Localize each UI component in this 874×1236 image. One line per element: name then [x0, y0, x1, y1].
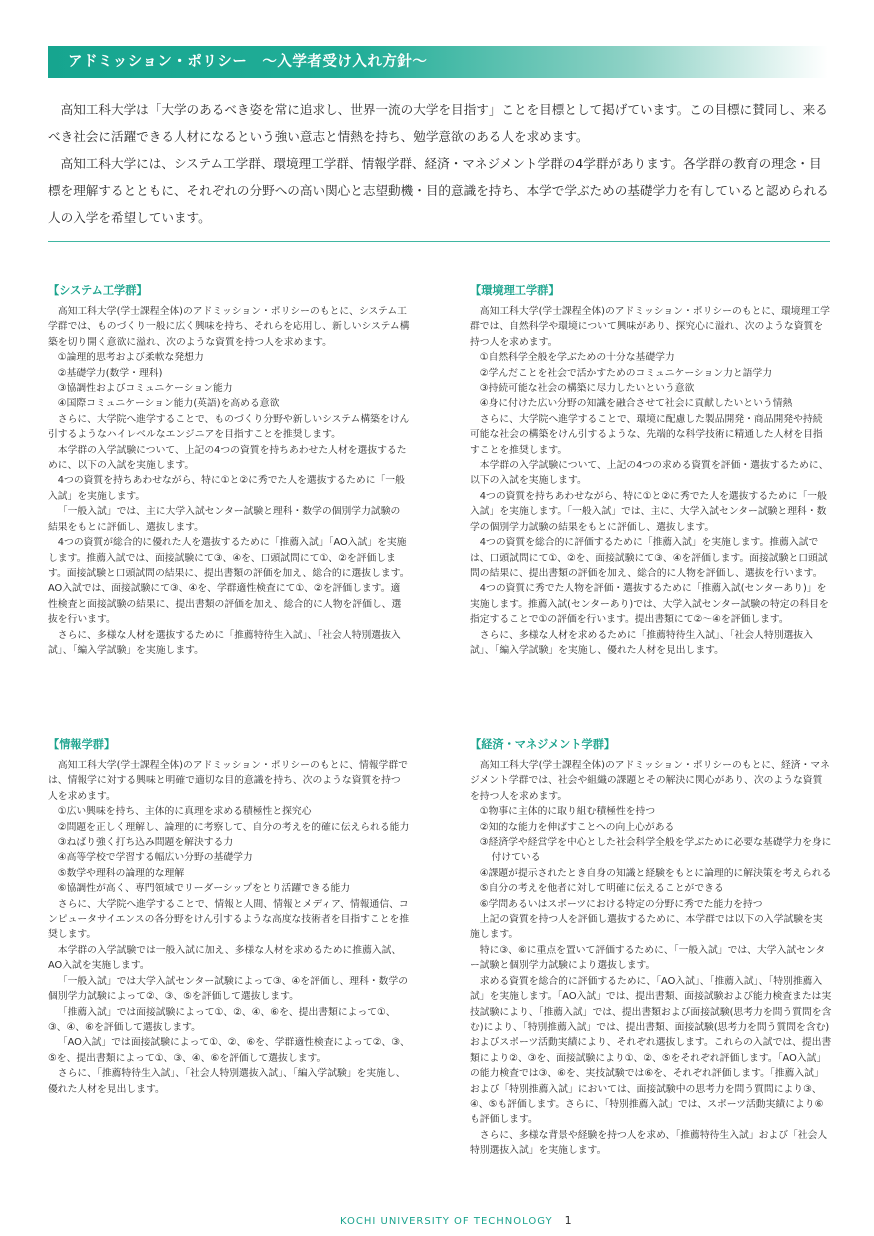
footer	[340, 1214, 573, 1227]
section-title: 【環境理工学群】	[470, 284, 560, 297]
list-item: ③経済学や経営学を中心とした社会科学全般を学ぶために必要な基礎学力を身に付けている	[479, 837, 832, 864]
list-item: ⑥協調性が高く、専門領域でリーダーシップをとり活躍できる能力	[57, 883, 351, 895]
page-number: 1	[564, 1214, 573, 1227]
list-item: ⑥学問あるいはスポーツにおける特定の分野に秀でた能力を持つ	[479, 898, 763, 910]
list-item: ③持続可能な社会の構築に尽力したいという意欲	[479, 383, 695, 395]
list-item: ⑤自分の考えを他者に対して明確に伝えることができる	[479, 883, 724, 895]
list-item: ④国際コミュニケーション能力(英語)を高める意欲	[57, 398, 280, 410]
section-paragraph: 「一般入試」では、主に大学入試センター試験と理科・数学の個別学力試験の結果をもとに評価し、選抜します。	[48, 506, 401, 533]
section-paragraph: 求める資質を総合的に評価するために、「AO入試」、「推薦入試」、「特別推薦入試」を実施します。「AO入試」では、提出書類、面接試験および能力検査または実技試験により、「推薦入試」では、提出書類および面接試験(思考力を問う質問を含む)により、「特別推薦入試」では、提出書類、面接試験(思考力を問う質問を含む)およびスポーツ活動実績により、それぞれ選抜します。これらの入試では、提出書類により②、③を、面接試験により①、②、⑤をそれぞれ評価します。「AO入試」の能力検査では③、⑥を、実技試験では⑥を、それぞれ評価します。「推薦入試」および「特別推薦入試」においては、面接試験中の思考力を問う質問により③、④、⑤も評価します。さらに、「特別推薦入試」では、スポーツ活動実績により⑥も評価します。	[470, 975, 832, 1126]
section-paragraph: 4つの資質が総合的に優れた人を選抜するために「推薦入試」「AO入試」を実施します。推薦入試では、面接試験にて③、④を、口頭試問にて①、②を評価します。面接試験と口頭試問の結果に、提出書類の評価を加え、総合的に選抜します。AO入試では、面接試験にて③、④を、学群適性検査にて①、②を評価します。適性検査と面接試験の結果に、提出書類の評価を加え、総合的に人物を評価し、選抜を行います。	[48, 537, 410, 626]
section-title: 【経済・マネジメント学群】	[470, 738, 616, 751]
university-name: KOCHI UNIVERSITY OF TECHNOLOGY	[340, 1216, 553, 1227]
title-banner	[48, 46, 828, 78]
list-item: ②基礎学力(数学・理科)	[57, 367, 163, 379]
list-item: ②知的な能力を伸ばすことへの向上心がある	[479, 821, 675, 833]
page-title: アドミッション・ポリシー ～入学者受け入れ方針～	[68, 54, 428, 70]
section-paragraph: 本学群の入学試験について、上記の4つの求める資質を評価・選抜するために、以下の入試を実施します。	[470, 460, 829, 487]
section-title: 【システム工学群】	[48, 284, 148, 297]
section-paragraph: 上記の資質を持つ人を評価し選抜するために、本学群では以下の入学試験を実施します。	[470, 914, 823, 941]
list-item: ①論理的思考および柔軟な発想力	[57, 352, 204, 364]
section-paragraph: 「一般入試」では大学入試センター試験によって③、④を評価し、理科・数学の個別学力試験によって②、③、⑤を評価して選抜します。	[48, 975, 409, 1003]
list-item: ⑤数学や理科の論理的な理解	[57, 867, 185, 879]
list-item: ④身に付けた広い分野の知識を融合させて社会に貢献したいという情熱	[479, 398, 793, 410]
section-paragraph: さらに、多様な人材を選抜するために「推薦特待生入試」、「社会人特別選抜入試」、「編入学試験」を実施します。	[48, 629, 401, 656]
section-paragraph: 本学群の入学試験では一般入試に加え、多様な人材を求めるために推薦入試、AO入試を実施します。	[48, 944, 402, 972]
list-item: ③ねばり強く打ち込み問題を解決する力	[57, 837, 234, 849]
section-title: 【情報学群】	[48, 738, 116, 751]
list-item: ②学んだことを社会で活かすためのコミュニケーション力と語学力	[479, 367, 773, 379]
section-paragraph: さらに、大学院へ進学することで、環境に配慮した製品開発・商品開発や持続可能な社会の構築をけん引するような、先端的な科学技術に精通した人材を目指すことを推奨します。	[470, 413, 823, 456]
list-item: ②問題を正しく理解し、論理的に考察して、自分の考えを的確に伝えられる能力	[57, 821, 410, 833]
section-paragraph: 4つの資質を持ちあわせながら、特に①と②に秀でた人を選抜するために「一般入試」を実施します。「一般入試」では、主に、大学入試センター試験と理科・数学の個別学力試験の結果をもとに評価し、選抜します。	[470, 490, 827, 533]
section-paragraph: さらに、多様な背景や経験を持つ人を求め、「推薦特待生入試」および「社会人特別選抜入試」を実施します。	[470, 1129, 828, 1157]
section-paragraph: 高知工科大学(学士課程全体)のアドミッション・ポリシーのもとに、情報学群では、情報学に対する興味と明確で適切な目的意識を持ち、次のような資質を持つ人を求めます。	[48, 760, 408, 802]
section-paragraph: さらに、大学院へ進学することで、情報と人間、情報とメディア、情報通信、コンピュータサイエンスの各分野をけん引するような高度な技術者を目指すことを推奨します。	[48, 898, 410, 941]
section-environmental-science	[470, 283, 832, 658]
section-paragraph: さらに、多様な人材を求めるために「推薦特待生入試」、「社会人特別選抜入試」、「編入学試験」を実施し、優れた人材を見出します。	[470, 629, 813, 656]
intro-paragraph: 高知工科大学には、システム工学群、環境理工学群、情報学群、経済・マネジメント学群の4学群があります。各学群の教育の理念・目標を理解するとともに、それぞれの分野への高い関心と志望動機・目的意識を持ち、本学で学ぶための基礎学力を有していると認められる人の入学を希望しています。	[48, 156, 829, 225]
section-paragraph: 4つの資質を持ちあわせながら、特に①と②に秀でた人を選抜するために「一般入試」を実施します。	[48, 475, 405, 502]
section-paragraph: 特に③、⑥に重点を置いて評価するために、「一般入試」では、大学入試センター試験と個別学力試験により選抜します。	[470, 944, 826, 972]
section-paragraph: 4つの資質を総合的に評価するために「推薦入試」を実施します。推薦入試では、口頭試問にて①、②を、面接試験にて③、④を評価します。面接試験と口頭試問の結果に、提出書類の評価を加え、総合的に人物を評価し、選抜を行います。	[470, 537, 828, 579]
section-paragraph: 4つの資質に秀でた人物を評価・選抜するために「推薦入試(センターあり)」を実施します。推薦入試(センターあり)では、大学入試センター試験の特定の科目を指定することで①の評価を行います。提出書類にて②～④を評価します。	[470, 583, 829, 626]
list-item: ④高等学校で学習する幅広い分野の基礎学力	[57, 852, 253, 864]
section-paragraph: 本学群の入学試験について、上記の4つの資質を持ちあわせた人材を選抜するために、以下の入試を実施します。	[48, 444, 407, 472]
section-paragraph: 高知工科大学(学士課程全体)のアドミッション・ポリシーのもとに、経済・マネジメント学群では、社会や組織の課題とその解決に関心があり、次のような資質を持つ人を求めます。	[470, 760, 830, 802]
section-information	[48, 737, 410, 1097]
section-paragraph: さらに、大学院へ進学することで、ものづくり分野や新しいシステム構築をけん引するようなハイレベルなエンジニアを目指すことを推奨します。	[48, 413, 410, 441]
intro	[48, 96, 830, 231]
intro-paragraph: 高知工科大学は「大学のあるべき姿を常に追求し、世界一流の大学を目指す」ことを目標として掲げています。この目標に賛同し、来るべき社会に活躍できる人材になるという強い意志と情熱を持ち、勉学意欲のある人を求めます。	[48, 102, 828, 144]
divider	[48, 241, 830, 242]
list-item: ③協調性およびコミュニケーション能力	[57, 383, 233, 395]
section-paragraph: 「推薦入試」では面接試験によって①、②、④、⑥を、提出書類によって①、③、④、⑥を評価して選抜します。	[48, 1006, 396, 1033]
section-economics-management	[470, 737, 832, 1159]
list-item: ①物事に主体的に取り組む積極性を持つ	[479, 806, 656, 818]
section-paragraph: さらに、「推薦特待生入試」、「社会人特別選抜入試」、「編入学試験」を実施し、優れた人材を見出します。	[48, 1068, 406, 1095]
section-paragraph: 「AO入試」では面接試験によって①、②、⑥を、学群適性検査によって②、③、⑤を、提出書類によって①、③、④、⑥を評価して選抜します。	[48, 1037, 410, 1064]
section-paragraph: 高知工科大学(学士課程全体)のアドミッション・ポリシーのもとに、環境理工学群では、自然科学や環境について興味があり、探究心に溢れ、次のような資質を持つ人を求めます。	[470, 306, 830, 348]
section-paragraph: 高知工科大学(学士課程全体)のアドミッション・ポリシーのもとに、システム工学群では、ものづくり一般に広く興味を持ち、それらを応用し、新しいシステム構築を切り開く意欲に溢れ、次のような資質を持つ人を求めます。	[48, 306, 410, 348]
list-item: ①自然科学全般を学ぶための十分な基礎学力	[479, 352, 675, 364]
section-system-engineering	[48, 283, 410, 658]
list-item: ④課題が提示されたとき自身の知識と経験をもとに論理的に解決策を考えられる	[479, 867, 832, 879]
list-item: ①広い興味を持ち、主体的に真理を求める積極性と探究心	[57, 806, 312, 818]
